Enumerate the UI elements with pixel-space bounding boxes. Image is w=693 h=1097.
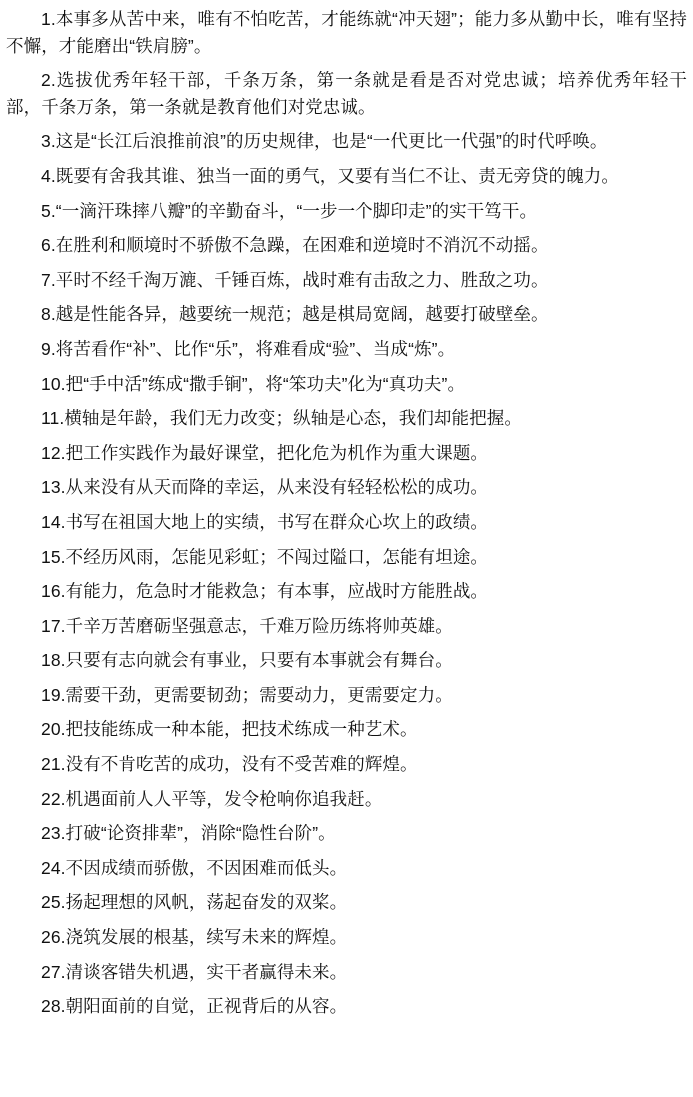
paragraph-2: 2.选拔优秀年轻干部，千条万条，第一条就是看是否对党忠诚；培养优秀年轻干部，千条万条，第一条就是教育他们对党忠诚。 <box>6 70 687 117</box>
paragraph-5: 5.“一滴汗珠摔八瓣”的辛勤奋斗，“一步一个脚印走”的实干笃干。 <box>41 200 538 221</box>
paragraph-12: 12.把工作实践作为最好课堂，把化危为机作为重大课题。 <box>41 442 489 463</box>
paragraph-8: 8.越是性能各异，越要统一规范；越是棋局宽阔，越要打破壁垒。 <box>41 304 549 325</box>
paragraph-27: 27.清谈客错失机遇，实干者赢得未来。 <box>41 961 348 982</box>
paragraph-25: 25.扬起理想的风帆，荡起奋发的双桨。 <box>41 892 348 913</box>
paragraph-28: 28.朝阳面前的自觉，正视背后的从容。 <box>41 996 348 1017</box>
paragraph-13: 13.从来没有从天而降的幸运，从来没有轻轻松松的成功。 <box>41 477 489 498</box>
paragraph-20: 20.把技能练成一种本能，把技术练成一种艺术。 <box>41 719 418 740</box>
paragraph-14: 14.书写在祖国大地上的实绩，书写在群众心坎上的政绩。 <box>41 511 489 532</box>
paragraph-24: 24.不因成绩而骄傲，不因困难而低头。 <box>41 857 348 878</box>
paragraph-22: 22.机遇面前人人平等，发令枪响你追我赶。 <box>41 788 383 809</box>
paragraph-17: 17.千辛万苦磨砺坚强意志，千难万险历练将帅英雄。 <box>41 615 453 636</box>
paragraph-26: 26.浇筑发展的根基，续写未来的辉煌。 <box>41 927 348 948</box>
paragraph-9: 9.将苦看作“补”、比作“乐”，将难看成“验”、当成“炼”。 <box>41 338 456 359</box>
paragraph-10: 10.把“手中活”练成“撒手锏”，将“笨功夫”化为“真功夫”。 <box>41 373 466 394</box>
paragraph-7: 7.平时不经千淘万漉、千锤百炼，战时难有击敌之力、胜敌之功。 <box>41 269 549 290</box>
paragraph-3: 3.这是“长江后浪推前浪”的历史规律，也是“一代更比一代强”的时代呼唤。 <box>41 131 608 152</box>
paragraph-18: 18.只要有志向就会有事业，只要有本事就会有舞台。 <box>41 650 453 671</box>
paragraph-1: 1.本事多从苦中来，唯有不怕吃苦，才能练就“冲天翅”；能力多从勤中长，唯有坚持不懈，才能磨出“铁肩膀”。 <box>6 9 687 56</box>
paragraph-16: 16.有能力，危急时才能救急；有本事，应战时方能胜战。 <box>41 581 489 602</box>
paragraph-11: 11.横轴是年龄，我们无力改变；纵轴是心态，我们却能把握。 <box>41 408 522 429</box>
paragraph-19: 19.需要干劲，更需要韧劲；需要动力，更需要定力。 <box>41 684 453 705</box>
paragraph-4: 4.既要有舍我其谁、独当一面的勇气，又要有当仁不让、责无旁贷的魄力。 <box>41 165 619 186</box>
paragraph-6: 6.在胜利和顺境时不骄傲不急躁，在困难和逆境时不消沉不动摇。 <box>41 235 549 256</box>
paragraph-15: 15.不经历风雨，怎能见彩虹；不闯过隘口，怎能有坦途。 <box>41 546 489 567</box>
paragraph-21: 21.没有不肯吃苦的成功，没有不受苦难的辉煌。 <box>41 754 418 775</box>
paragraph-23: 23.打破“论资排辈”，消除“隐性台阶”。 <box>41 823 336 844</box>
